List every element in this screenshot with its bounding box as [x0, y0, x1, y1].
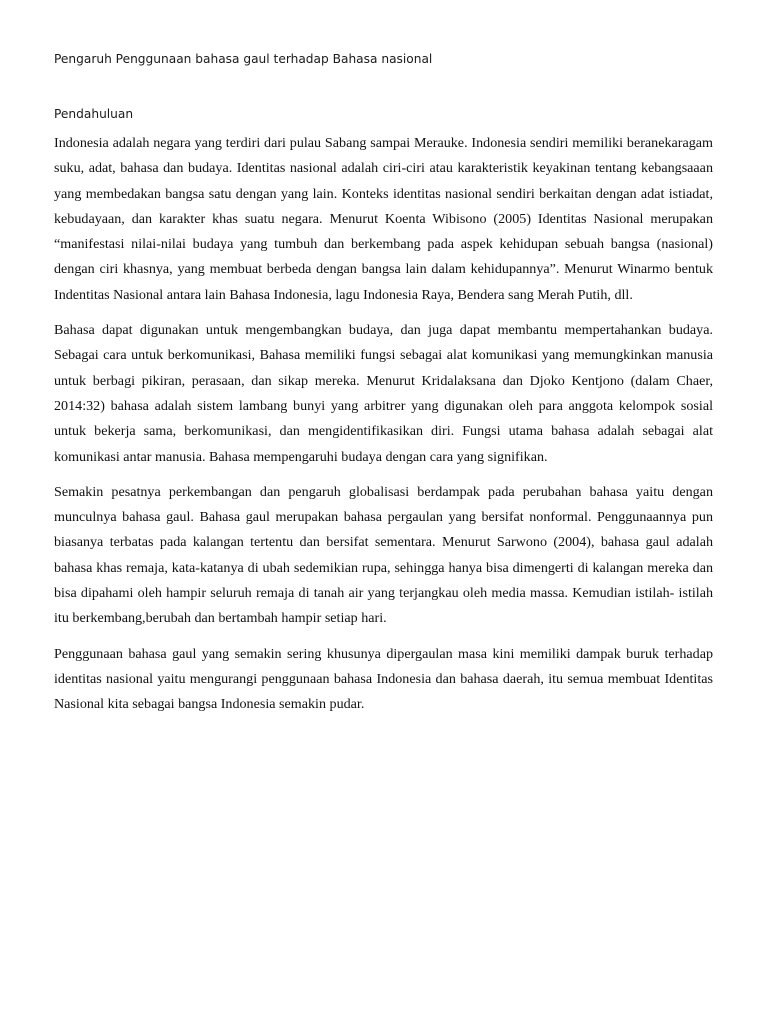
paragraph-2: Bahasa dapat digunakan untuk mengembangkan budaya, dan juga dapat membantu mempertahankan budaya. Sebagai cara untuk berkomunikasi, Bahasa memiliki fungsi sebagai alat komunikasi yang memungkinkan manusia untuk berbagi pikiran, perasaan, dan sikap mereka. Menurut Kridalaksana dan Djoko Kentjono (dalam Chaer, 2014:32) bahasa adalah sistem lambang bunyi yang arbitrer yang digunakan oleh para anggota kelompok sosial untuk bekerja sama, berkomunikasi, dan mengidentifikasikan diri. Fungsi utama bahasa adalah sebagai alat komunikasi antar manusia. Bahasa mempengaruhi budaya dengan cara yang signifikan.	[54, 322, 713, 465]
document-title: Pengaruh Penggunaan bahasa gaul terhadap Bahasa nasional	[54, 52, 433, 66]
paragraph-3: Semakin pesatnya perkembangan dan pengaruh globalisasi berdampak pada perubahan bahasa yaitu dengan munculnya bahasa gaul. Bahasa gaul merupakan bahasa pergaulan yang bersifat nonformal. Penggunaannya pun biasanya terbatas pada kalangan tertentu dan bersifat sementara. Menurut Sarwono (2004), bahasa gaul adalah bahasa khas remaja, kata-katanya di ubah sedemikian rupa, sehingga hanya bisa dimengerti di kalangan mereka dan bisa dipahami oleh hampir seluruh remaja di tanah air yang terjangkau oleh media massa. Kemudian istilah- istilah itu berkembang,berubah dan bertambah hampir setiap hari.	[54, 483, 713, 627]
paragraph-1: Indonesia adalah negara yang terdiri dari pulau Sabang sampai Merauke. Indonesia sendiri memiliki beranekaragam suku, adat, bahasa dan budaya. Identitas nasional adalah ciri-ciri atau karakteristik keyakinan tentang kebangsaaan yang membedakan bangsa satu dengan yang lain. Konteks identitas nasional sendiri berkaitan dengan adat istiadat, kebudayaan, dan karakter khas suatu negara. Menurut Koenta Wibisono (2005) Identitas Nasional merupakan “manifestasi nilai-nilai budaya yang tumbuh dan berkembang pada aspek kehidupan sebuah bangsa (nasional) dengan ciri khasnya, yang membuat berbeda dengan bangsa lain dalam kehidupannya”. Menurut Winarmo bentuk Indentitas Nasional antara lain Bahasa Indonesia, lagu Indonesia Raya, Bendera sang Merah Putih, dll.	[54, 135, 713, 303]
paragraph-4: Penggunaan bahasa gaul yang semakin sering khusunya dipergaulan masa kini memiliki dampak buruk terhadap identitas nasional yaitu mengurangi penggunaan bahasa Indonesia dan bahasa daerah, itu semua membuat Identitas Nasional kita sebagai bangsa Indonesia semakin pudar.	[54, 645, 713, 713]
section-heading: Pendahuluan	[54, 107, 134, 121]
document-body	[54, 131, 713, 728]
